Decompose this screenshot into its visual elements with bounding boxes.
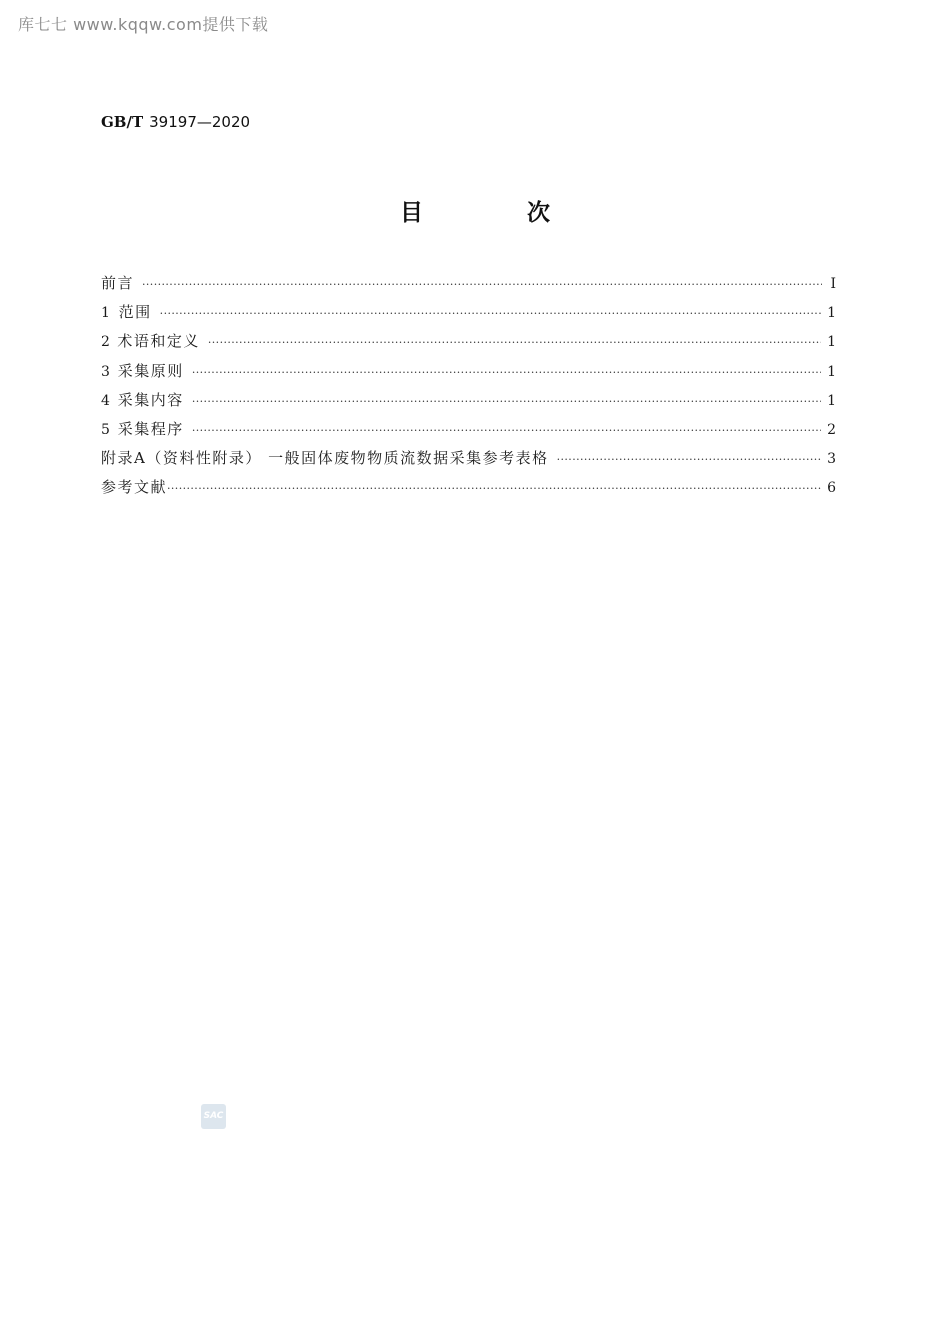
toc-entry-page: 1 (827, 334, 836, 351)
toc-entry-references[interactable] (101, 476, 836, 505)
standard-prefix: GB/T (101, 113, 144, 131)
toc-entry-appendix-a[interactable] (101, 447, 836, 476)
toc-entry-label: 采集程序 (117, 419, 184, 438)
toc-entry-principles[interactable] (101, 360, 836, 389)
toc-entry-terms[interactable] (101, 330, 836, 359)
toc-entry-number: 2 (101, 334, 110, 351)
toc-leader-dots (208, 336, 821, 349)
toc-entry-number: 4 (101, 392, 110, 409)
toc-entry-number: 3 (101, 363, 110, 380)
table-of-contents (101, 272, 836, 506)
toc-entry-label: 前言 (101, 274, 135, 292)
toc-entry-label: 范围 (118, 303, 152, 322)
toc-leader-dots (192, 395, 821, 408)
toc-entry-foreword[interactable] (101, 272, 836, 301)
toc-entry-number: 1 (101, 305, 110, 322)
toc-entry-page: 1 (827, 363, 836, 380)
toc-entry-page: 1 (827, 392, 836, 409)
toc-entry-label: 参考文献 (101, 478, 168, 497)
toc-entry-number: 5 (101, 421, 110, 438)
toc-entry-page: 2 (827, 421, 836, 438)
toc-entry-label: 采集原则 (117, 361, 184, 380)
toc-entry-label: 术语和定义 (117, 332, 200, 351)
toc-leader-dots (557, 453, 821, 466)
toc-entry-content[interactable] (101, 389, 836, 418)
toc-leader-dots (192, 424, 821, 437)
toc-entry-page: 3 (827, 451, 836, 468)
toc-entry-page: 6 (827, 480, 836, 497)
watermark-text: 库七七 www.kqqw.com提供下载 (18, 15, 269, 34)
toc-leader-dots (142, 278, 822, 291)
page-title: 目 次 (399, 200, 598, 226)
toc-entry-procedure[interactable] (101, 418, 836, 447)
toc-entry-label: 附录A（资料性附录） 一般固体废物物质流数据采集参考表格 (101, 449, 549, 468)
toc-entry-label: 采集内容 (117, 390, 184, 409)
standard-number: 39197—2020 (149, 113, 251, 131)
toc-entry-page: Ⅰ (830, 276, 836, 292)
toc-leader-dots (167, 482, 821, 495)
toc-leader-dots (192, 366, 821, 379)
toc-entry-page: 1 (827, 305, 836, 322)
toc-leader-dots (160, 307, 821, 320)
toc-entry-scope[interactable] (101, 301, 836, 330)
sac-logo: SAC (201, 1104, 226, 1129)
standard-code (101, 113, 250, 131)
